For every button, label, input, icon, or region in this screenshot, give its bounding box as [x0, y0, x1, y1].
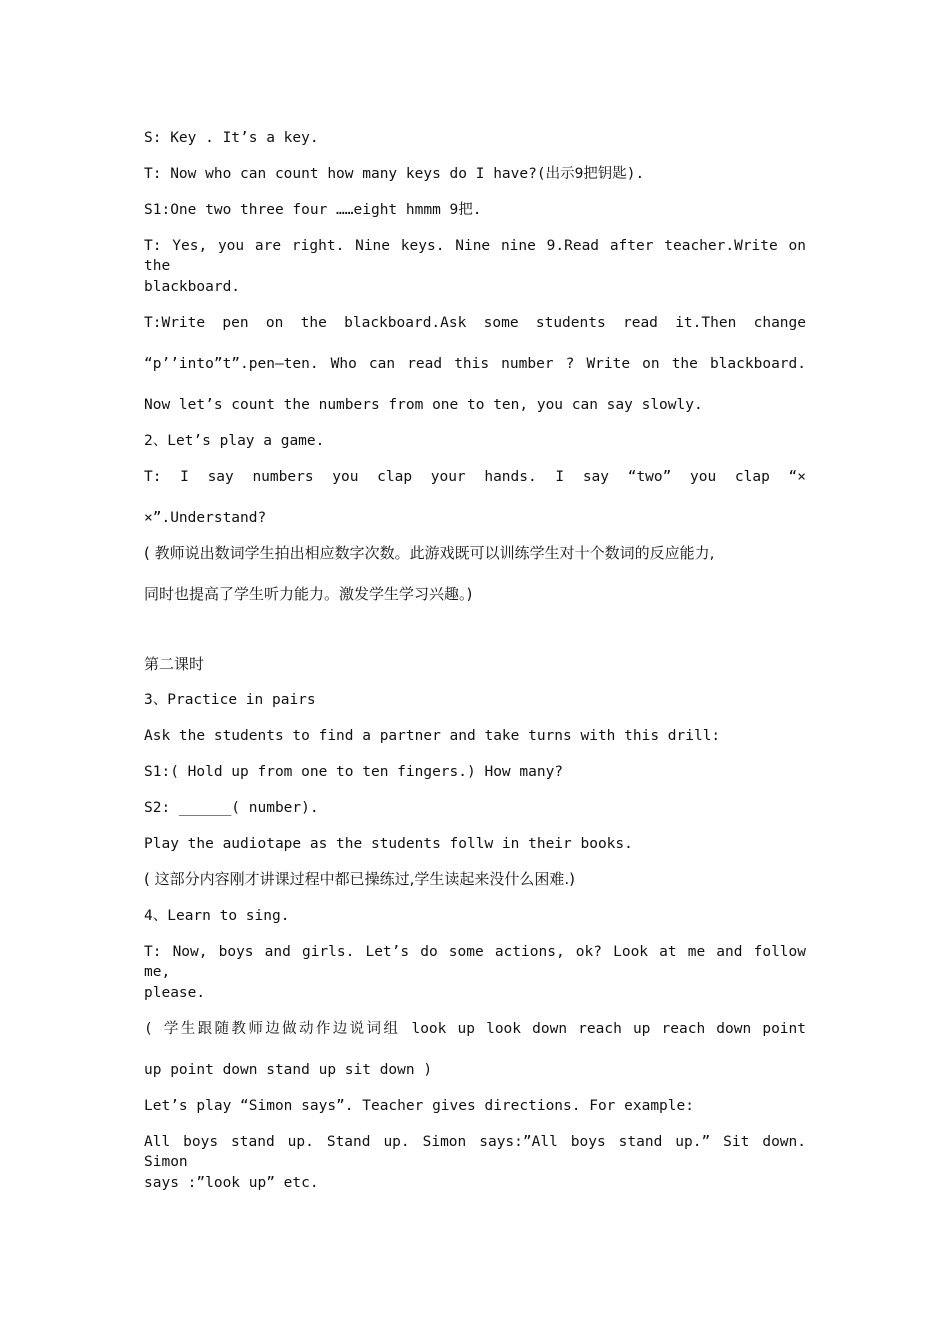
text-line: 4、Learn to sing. — [144, 908, 290, 924]
text-line: “p’’into”t”.pen—ten. Who can read this number ? Write on the blackboard. — [144, 356, 806, 372]
text-line: Now let’s count the numbers from one to ten, you can say slowly. — [144, 397, 703, 413]
text-line: S: Key . It’s a key. — [144, 130, 319, 146]
text-line: ×”.Understand? — [144, 510, 267, 526]
text-line: ( 这部分内容刚才讲课过程中都已操练过,学生读起来没什么困难.) — [144, 870, 576, 888]
text-line: T: I say numbers you clap your hands. I say “two” you clap “× — [144, 469, 806, 485]
text-line: S2: ______( number). — [144, 800, 319, 816]
text-line: ( 学生跟随教师边做动作边说词组 look up look down reach up reach down point — [144, 1021, 806, 1037]
text-line: 同时也提高了学生听力能力。激发学生学习兴趣。) — [144, 585, 473, 603]
text-line: up point down stand up sit down ) — [144, 1062, 433, 1078]
text-line: T: Yes, you are right. Nine keys. Nine nine 9.Read after teacher.Write on the — [144, 238, 806, 274]
text-line: please. — [144, 985, 206, 1001]
text-line: 2、Let’s play a game. — [144, 433, 325, 449]
text-line: T: Now, boys and girls. Let’s do some actions, ok? Look at me and follow me, — [144, 944, 806, 980]
text-line: 3、Practice in pairs — [144, 692, 316, 708]
text-line: S1:( Hold up from one to ten fingers.) How many? — [144, 764, 564, 780]
text-line: All boys stand up. Stand up. Simon says:”All boys stand up.” Sit down. Simon — [144, 1134, 806, 1170]
text-line: S1:One two three four ……eight hmmm 9把. — [144, 202, 482, 218]
text-line: T:Write pen on the blackboard.Ask some students read it.Then change — [144, 315, 806, 331]
text-line: says :”look up” etc. — [144, 1175, 319, 1191]
section-heading: 第二课时 — [144, 655, 205, 673]
text-line: Play the audiotape as the students follw in their books. — [144, 836, 633, 852]
text-line: Let’s play “Simon says”. Teacher gives directions. For example: — [144, 1098, 694, 1114]
text-line: Ask the students to find a partner and take turns with this drill: — [144, 728, 721, 744]
text-line: blackboard. — [144, 279, 241, 295]
text-line: T: Now who can count how many keys do I have?(出示9把钥匙). — [144, 166, 645, 182]
text-line: ( 教师说出数词学生拍出相应数字次数。此游戏既可以训练学生对十个数词的反应能力, — [144, 544, 715, 562]
